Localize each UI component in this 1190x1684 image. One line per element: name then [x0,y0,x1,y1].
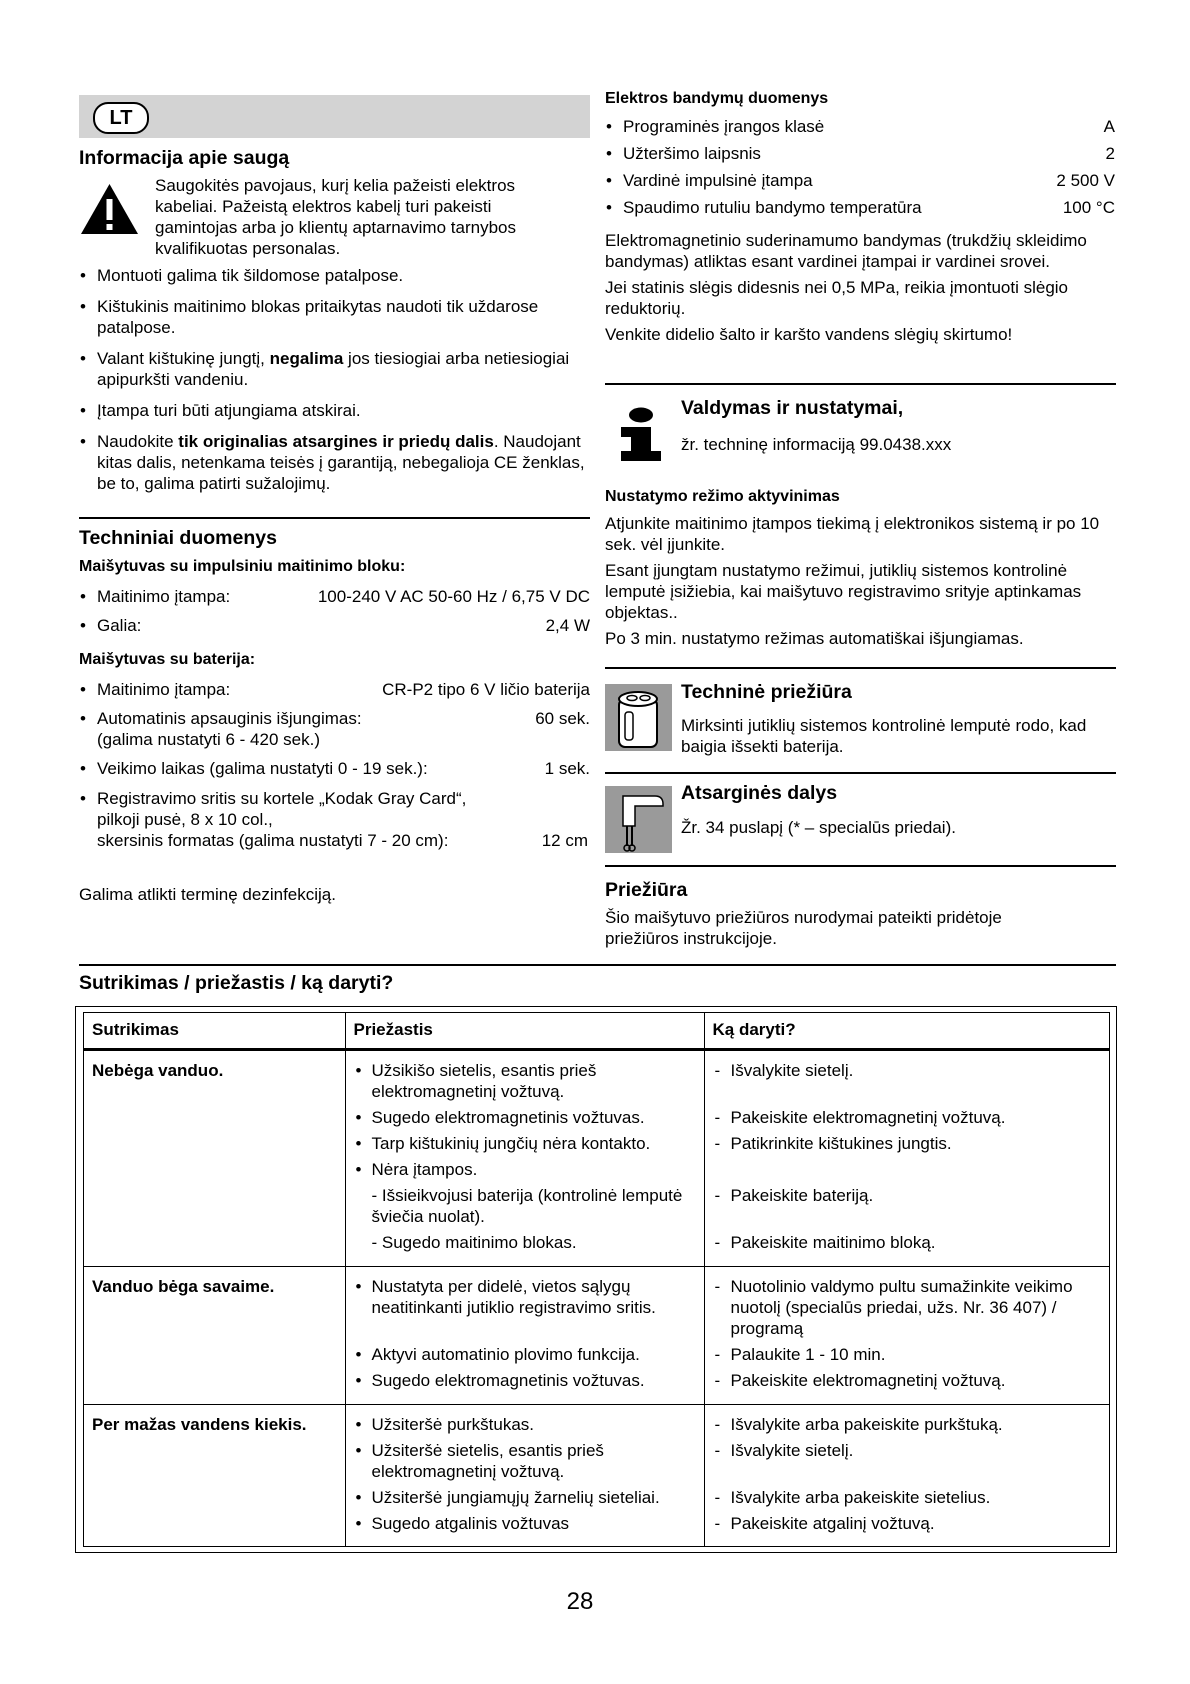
action-cell: - Nuotolinio valdymo pultu sumažinkite veikimo nuotolį (specialūs priedai, užs. Nr. 36 407) / programą - Palaukite 1 - 10 min. - Pakeiskite elektromagnetinį vožtuvą. [704,1267,1109,1405]
tech-block-1 [79,586,590,636]
divider [605,772,1116,774]
divider [605,865,1116,867]
tech-row: • Maitinimo įtampa: 100-240 V AC 50-60 Hz / 6,75 V DC [79,586,590,607]
page-number: 28 [566,1588,594,1615]
maint-text: Mirksinti jutiklių sistemos kontrolinė lemputė rodo, kad baigia išsekti baterija. [681,716,1087,756]
tech-subtitle-impulse: Maišytuvas su impulsiniu maitinimo bloku: [79,558,406,575]
cause-cell: • Užsikišo sietelis, esantis prieš elektromagnetinį vožtuvą. • Sugedo elektromagnetinis vožtuvas. • Tarp kištukinių jungčių nėra kontakto. • Nėra įtampos. - Išsieikvojusi baterija (kontrolinė lemputė šviečia nuolat). - Sugedo maitinimo blokas. [345,1050,704,1267]
fault-cell: Per mažas vandens kiekis. [92,1415,307,1434]
battery-icon [605,684,672,751]
setup-p3: Po 3 min. nustatymo režimas automatiškai išjungiamas. [605,629,1024,648]
elec-p3: Venkite didelio šalto ir karšto vandens slėgių skirtumo! [605,325,1013,344]
table-row [84,1405,1109,1548]
elec-paragraphs [605,230,1115,345]
tech-title: Techniniai duomenys [79,527,277,549]
setup-p2: Esant įjungtam nustatymo režimui, jutiklių sistemos kontrolinė lemputė įsižiebia, kai maišytuvo registravimo srityje aptinkamas objektas.. [605,561,1082,622]
trouble-table [84,1013,1109,1547]
safety-warning-text: Saugokitės pavojaus, kurį kelia pažeisti elektros kabeliai. Pažeistą elektros kabelį turi pakeisti gamintojas arba jo klientų aptarnavimo tarnybos kvalifikuotas personalas. [155,176,516,258]
elec-row: • Užteršimo laipsnis 2 [605,143,1115,164]
elec-row: • Programinės įrangos klasė A [605,116,1115,137]
disinfection-note: Galima atlikti terminę dezinfekciją. [79,885,336,904]
fault-cell: Nebėga vanduo. [84,1050,345,1267]
setup-title: Nustatymo režimo aktyvinimas [605,488,840,505]
tech-block-2 [79,679,590,851]
table-row [84,1267,1109,1405]
setup-p1: Atjunkite maitinimo įtampos tiekimą į elektronikos sistemą ir po 10 sek. vėl įjunkite. [605,514,1100,554]
care-title: Priežiūra [605,879,688,901]
safety-item: • Kištukinis maitinimo blokas pritaikytas naudoti tik uždarose patalpose. [79,296,590,338]
language-badge: LT [93,102,149,134]
warning-icon [79,182,140,236]
elec-p2: Jei statinis slėgis didesnis nei 0,5 MPa, reikia įmontuoti slėgio reduktorių. [605,278,1069,318]
elec-p1: Elektromagnetinio suderinamumo bandymas (trukdžių skleidimo bandymas) atliktas esant vardinei įtampai ir vardinei srovei. [605,231,1087,271]
safety-item: • Montuoti galima tik šildomose patalpose. [79,265,590,286]
spares-title: Atsarginės dalys [681,782,838,804]
elec-title: Elektros bandymų duomenys [605,90,829,107]
spare-parts-icon [605,786,672,853]
fault-cell: Vanduo bėga savaime. [84,1267,345,1405]
elec-row: • Vardinė impulsinė įtampa 2 500 V [605,170,1115,191]
divider [79,964,1116,966]
divider [605,667,1116,669]
tech-row: • Veikimo laikas (galima nustatyti 0 - 19 sek.): 1 sek. [79,758,590,779]
spares-text: Žr. 34 puslapį (* – specialūs priedai). [681,818,956,837]
table-header-row [84,1013,1109,1050]
tech-row-detection: • Registravimo sritis su kortele „Kodak Gray Card“, pilkoji pusė, 8 x 10 col., skersinis formatas (galima nustatyti 7 - 20 cm): 12 cm [80,789,588,850]
header-action: Ką daryti? [704,1013,1109,1050]
elec-row: • Spaudimo rutuliu bandymo temperatūra 100 °C [605,197,1115,218]
info-icon [615,407,667,463]
tech-row: • Galia: 2,4 W [79,615,590,636]
setup-paragraphs [605,513,1115,649]
safety-list [79,265,590,504]
header-fault: Sutrikimas [84,1013,345,1050]
control-ref: žr. techninę informaciją 99.0438.xxx [681,435,952,454]
cause-cell: • Nustatyta per didelė, vietos sąlygų neatitinkanti jutiklio registravimo sritis. • Aktyvi automatinio plovimo funkcija. • Sugedo elektromagnetinis vožtuvas. [345,1267,704,1405]
tech-subtitle-battery: Maišytuvas su baterija: [79,651,256,668]
header-cause: Priežastis [345,1013,704,1050]
tech-row-note: (galima nustatyti 6 - 420 sek.) [97,730,320,749]
language-header-band [79,95,590,138]
trouble-title: Sutrikimas / priežastis / ką daryti? [79,972,394,994]
elec-list [605,116,1115,218]
safety-item: • Naudokite tik originalias atsargines ir priedų dalis. Naudojant kitas dalis, netenkama teisės į garantiją, nebegalioja CE ženklas, be to, galima patirti sužalojimų. [79,431,590,494]
action-cell: - Išvalykite sietelį. - Pakeiskite elektromagnetinį vožtuvą. - Patikrinkite kištukines jungtis. - Pakeiskite bateriją. - Pakeiskite maitinimo bloką. [704,1050,1109,1267]
action-cell: - Išvalykite arba pakeiskite purkštuką. - Išvalykite sietelį. - Išvalykite arba pakeiskite sietelius. - Pakeiskite atgalinį vožtuvą. [704,1405,1109,1548]
tech-row: • Maitinimo įtampa: CR-P2 tipo 6 V ličio baterija [79,679,590,700]
safety-title: Informacija apie saugą [79,147,290,169]
care-text: Šio maišytuvo priežiūros nurodymai pateikti pridėtoje priežiūros instrukcijoje. [605,908,1002,948]
safety-item: • Valant kištukinę jungtį, negalima jos tiesiogiai arba netiesiogiai apipurkšti vandeniu. [79,348,590,390]
safety-item: • Įtampa turi būti atjungiama atskirai. [79,400,590,421]
maint-title: Techninė priežiūra [681,681,852,703]
table-row [84,1050,1109,1267]
divider [605,383,1116,385]
control-title: Valdymas ir nustatymai, [681,397,904,419]
cause-cell: • Užsiteršė purkštukas. • Užsiteršė sietelis, esantis prieš elektromagnetinį vožtuvą. • Užsiteršė jungiamųjų žarnelių sieteliai. • Sugedo atgalinis vožtuvas [345,1405,704,1548]
divider [79,517,590,519]
tech-row: • Automatinis apsauginis išjungimas: 60 sek. [79,708,590,729]
